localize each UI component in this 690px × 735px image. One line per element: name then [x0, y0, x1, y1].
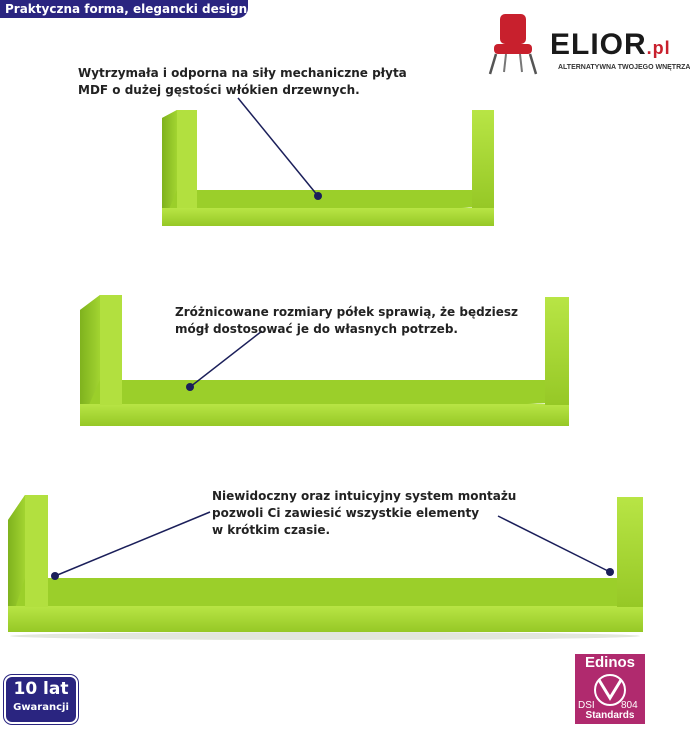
callout-3-pointer-left [51, 512, 210, 580]
header-tagline: Praktyczna forma, elegancki design. [0, 0, 248, 18]
callout-1-line-1: Wytrzymała i odporna na siły mechaniczne płyta [78, 66, 407, 80]
callout-3-line-1: Niewidoczny oraz intuicyjny system montażu [212, 489, 517, 503]
warranty-label: Gwarancji [13, 702, 69, 713]
warranty-badge [6, 677, 76, 722]
callout-2-line-1: Zróżnicowane rozmiary półek sprawią, że będziesz [175, 305, 519, 319]
callout-2-line-2: mógł dostosować je do własnych potrzeb. [175, 322, 458, 336]
callout-3-text [212, 488, 516, 539]
edinos-title: Edinos [584, 654, 635, 671]
logo-brand-suffix: .pl [646, 38, 671, 58]
callout-2-text [175, 304, 518, 338]
edinos-standards: Standards [585, 710, 635, 721]
callout-1-text [78, 65, 407, 99]
edinos-number: 804 [621, 700, 638, 711]
edinos-standards-badge [575, 654, 645, 724]
logo-subtitle: ALTERNATYWNA TWOJEGO WNĘTRZA [558, 64, 690, 71]
edinos-dsi: DSI [578, 700, 595, 711]
warranty-years: 10 lat [13, 679, 69, 699]
callout-1-line-2: MDF o dużej gęstości włókien drzewnych. [78, 83, 360, 97]
callout-3-line-3: w krótkim czasie. [212, 523, 331, 537]
callout-3-line-2: pozwoli Ci zawiesić wszystkie elementy [212, 506, 480, 520]
callout-1-pointer [238, 98, 322, 200]
shelf-small [162, 110, 494, 226]
logo-brand: ELIOR [550, 28, 647, 61]
